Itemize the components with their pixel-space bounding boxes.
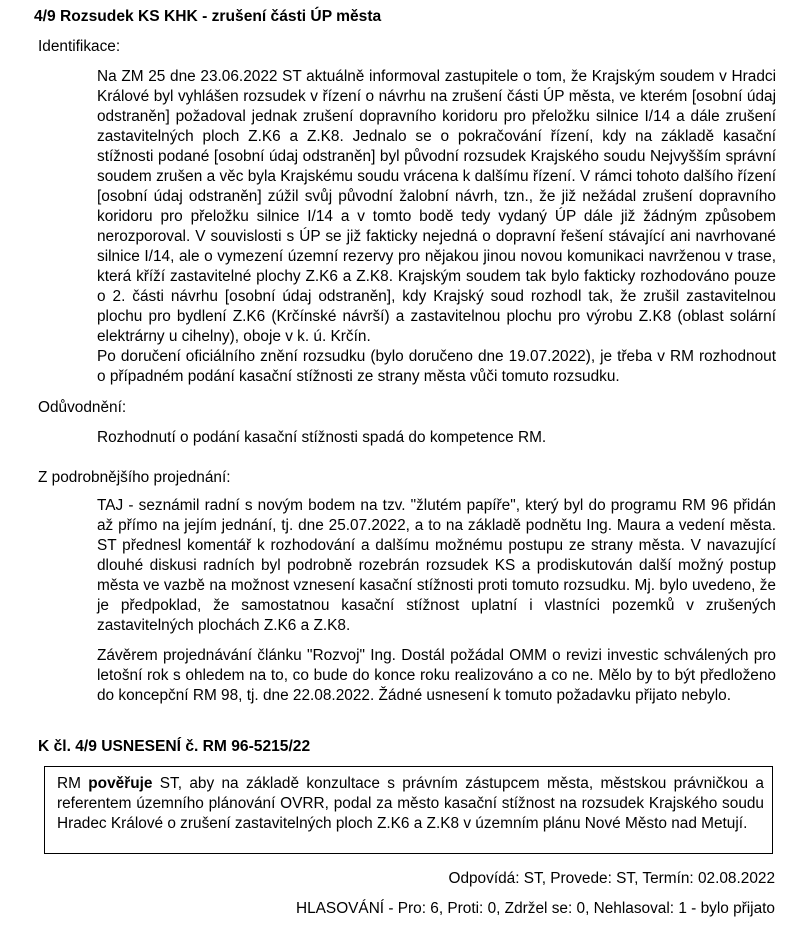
resolution-subject: RM — [57, 775, 81, 792]
resolution-text: ST, aby na základě konzultace s právním zástupcem města, městskou právničkou a referentem územního plánování OVRR, podal za město kasační stížnost na rozsudek Krajského soudu Hradec Králové o zrušení zastavitelných ploch Z.K6 a Z.K8 v územním plánu Nové Město nad Metují. — [57, 775, 764, 832]
resolution-title: K čl. 4/9 USNESENÍ č. RM 96-5215/22 — [38, 738, 311, 755]
voting-line: HLASOVÁNÍ - Pro: 6, Proti: 0, Zdržel se: 0, Nehlasoval: 1 - bylo přijato — [295, 900, 775, 917]
identification-label: Identifikace: — [38, 38, 121, 55]
discussion-paragraph-2: Závěrem projednávání článku "Rozvoj" Ing. Dostál požádal OMM o revizi investic schválených pro letošní rok s ohledem na to, co bude do konce roku realizováno a co ne. Mělo by to být předloženo do koncepční RM 98, tj. dne 22.08.2022. Žádné usnesení k tomuto požadavku přijato nebylo. — [97, 647, 776, 704]
identification-paragraph-2: Po doručení oficiálního znění rozsudku (bylo doručeno dne 19.07.2022), je třeba v RM rozhodnout o případném podání kasační stížnosti ze strany města vůči tomuto rozsudku. — [97, 348, 776, 385]
resolution-box — [44, 766, 773, 854]
discussion-label: Z podrobnějšího projednání: — [38, 469, 231, 486]
responsibility-line: Odpovídá: ST, Provede: ST, Termín: 02.08.2022 — [448, 870, 775, 887]
identification-paragraph-1: Na ZM 25 dne 23.06.2022 ST aktuálně informoval zastupitele o tom, že Krajským soudem v Hradci Králové byl vyhlášen rozsudek v řízení o návrhu na zrušení části ÚP města, ve kterém [osobní údaj odstraněn] požadoval jednak zrušení dopravního koridoru pro přeložku silnice I/14 a dále zrušení zastavitelných ploch Z.K6 a Z.K8. Jednalo se o pokračování řízení, kdy na základě kasační stížnosti podané [osobní údaj odstraněn] byl původní rozsudek Krajského soudu Nejvyšším správní soudem zrušen a věc byla Krajskému soudu vrácena k dalšímu řízení. V rámci tohoto dalšího řízení [osobní údaj odstraněn] zúžil svůj původní žalobní návrh, tzn., že již nežádal zrušení dopravního koridoru pro přeložku silnice I/14 a v tomto bodě tedy vydaný ÚP dále již žádným způsobem nerozporoval. V souvislosti s ÚP se již fakticky nejedná o dopravní řešení stávající ani navrhované silnice I/14, ale o vymezení územní rezervy pro nějakou jinou novou komunikaci navrženou v trase, která kříží zastavitelné plochy Z.K6 a Z.K8. Krajským soudem tak bylo fakticky rozhodováno pouze o 2. části návrhu [osobní údaj odstraněn], kdy Krajský soud rozhodl tak, že zrušil zastavitelnou plochu pro bydlení Z.K6 (Krčínské návrší) a zastavitelnou plochu pro výrobu Z.K8 (oblast solární elektrárny u cihelny), oboje v k. ú. Krčín. — [97, 68, 776, 345]
discussion-paragraph-1: TAJ - seznámil radní s novým bodem na tzv. "žlutém papíře", který byl do programu RM 96 přidán až přímo na jejím jednání, tj. dne 25.07.2022, a to na základě podnětu Ing. Maura a vedení města. ST přednesl komentář k rozhodování a dalšímu možnému postupu ze strany města. V navazující dlouhé diskusi radních byl podrobně rozebrán rozsudek KS a prodiskutován další možný postup města ve vazbě na možnost vznesení kasační stížnosti proti tomuto rozsudku. Mj. bylo uvedeno, že je předpoklad, že samostatnou kasační stížnost uplatní i vlastníci pozemků v zrušených zastavitelných plochách Z.K6 a Z.K8. — [97, 497, 776, 634]
justification-label: Odůvodnění: — [38, 399, 127, 416]
justification-text: Rozhodnutí o podání kasační stížnosti spadá do kompetence RM. — [97, 429, 547, 446]
identification-text — [97, 67, 776, 387]
section-title: 4/9 Rozsudek KS KHK - zrušení části ÚP města — [34, 8, 382, 25]
resolution-verb: pověřuje — [88, 775, 153, 792]
